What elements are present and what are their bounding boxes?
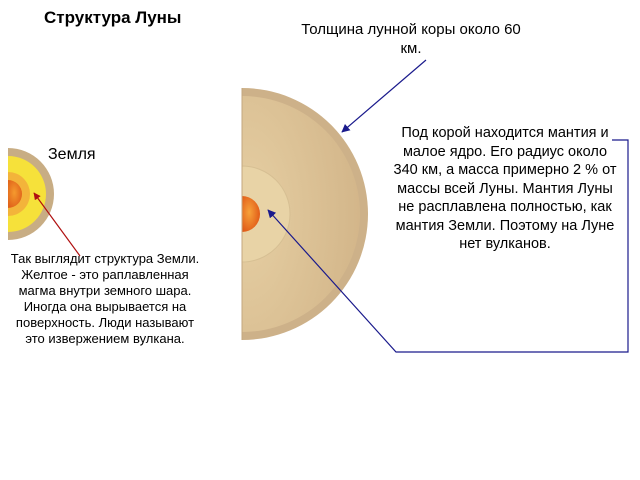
page-title: Структура Луны xyxy=(44,8,182,27)
earth-label: Земля xyxy=(48,146,96,163)
crust-thickness-note: Толщина лунной коры около 60 км. xyxy=(301,21,521,57)
crust-arrow xyxy=(342,60,426,132)
earth-structure-note: Так выглядит структура Земли. Желтое - это раплавленная магма внутри земного шара. Иногда она вырывается на поверхность. Люди называют это извержением вулкана. xyxy=(10,251,200,346)
mantle-core-note: Под корой находится мантия и малое ядро. Его радиус около 340 км, а масса примерно 2 % от массы всей Луны. Мантия Луны не расплавлена полностью, как мантия Земли. Поэтому на Луне нет вулканов. xyxy=(393,125,617,252)
